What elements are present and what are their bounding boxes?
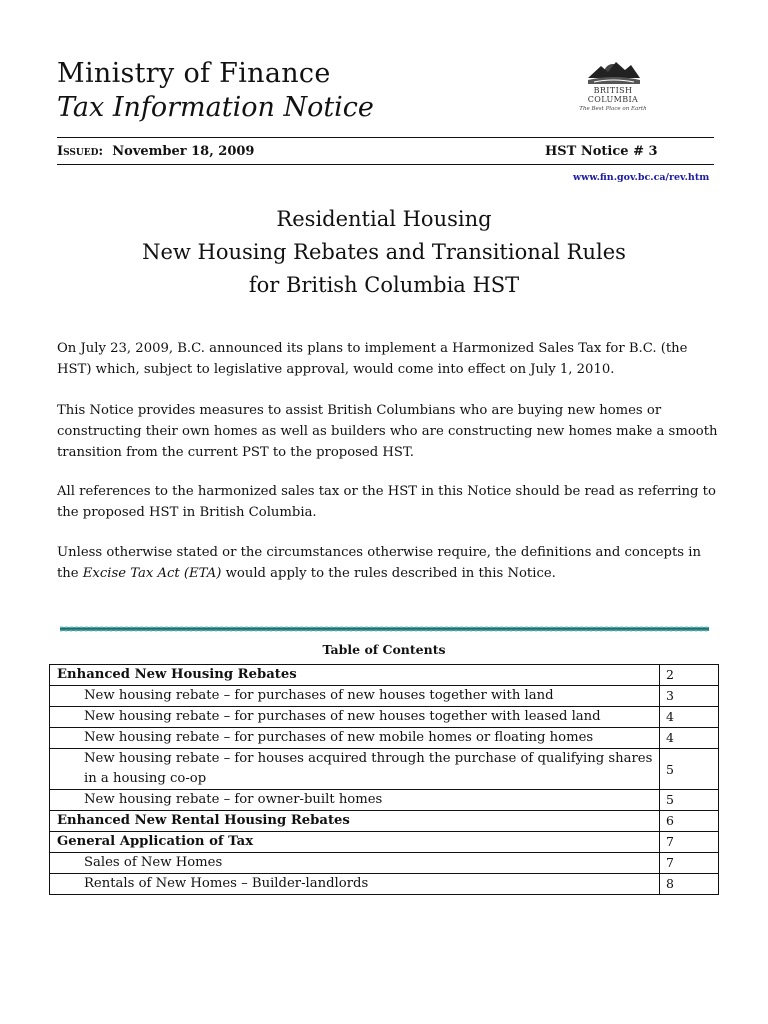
bc-logo-icon	[558, 56, 668, 86]
toc-row[interactable]	[50, 874, 719, 895]
toc-page-number: 7	[660, 832, 719, 853]
toc-entry-label[interactable]: Sales of New Homes	[50, 853, 660, 874]
toc-row[interactable]	[50, 790, 719, 811]
toc-row[interactable]	[50, 686, 719, 707]
toc-entry-label[interactable]: Enhanced New Housing Rebates	[50, 665, 660, 686]
references-paragraph: All references to the harmonized sales tax or the HST in this Notice should be read as referring to the proposed HST in British Columbia.	[57, 484, 716, 520]
definitions-text-before: Unless otherwise stated or the circumstances otherwise require, the definitions and concepts in the	[57, 545, 701, 581]
toc-row[interactable]	[50, 811, 719, 832]
toc-row[interactable]	[50, 707, 719, 728]
toc-page-number: 4	[660, 728, 719, 749]
toc-page-number: 6	[660, 811, 719, 832]
logo-line-1: BRITISH	[593, 86, 633, 95]
issued-date: November 18, 2009	[112, 144, 255, 159]
definitions-text-after: would apply to the rules described in this Notice.	[221, 566, 556, 581]
doc-heading-line-2: New Housing Rebates and Transitional Rules	[142, 240, 626, 264]
toc-entry-label[interactable]: New housing rebate – for purchases of new houses together with leased land	[50, 707, 660, 728]
toc-table	[49, 664, 719, 895]
intro-paragraph: On July 23, 2009, B.C. announced its plans to implement a Harmonized Sales Tax for B.C. (the HST) which, subject to legislative approval, would come into effect on July 1, 2010.	[57, 341, 688, 377]
toc-entry-label-line-1: New housing rebate – for houses acquired through the purchase of qualifying shares	[84, 751, 653, 766]
eta-reference: Excise Tax Act (ETA)	[82, 566, 222, 581]
toc-page-number: 5	[660, 749, 719, 790]
toc-row[interactable]	[50, 728, 719, 749]
toc-entry-label[interactable]: New housing rebate – for purchases of new houses together with land	[50, 686, 660, 707]
toc-entry-label[interactable]: New housing rebate – for purchases of new mobile homes or floating homes	[50, 728, 660, 749]
header-rule-top	[57, 137, 714, 138]
toc-page-number: 7	[660, 853, 719, 874]
doc-heading-line-1: Residential Housing	[276, 207, 492, 231]
purpose-paragraph: This Notice provides measures to assist British Columbians who are buying new homes or constructing their own homes as well as builders who are constructing new homes make a smooth transition from the current PST to the proposed HST.	[57, 403, 718, 460]
toc-entry-label[interactable]: Enhanced New Rental Housing Rebates	[50, 811, 660, 832]
toc-entry-label[interactable]	[50, 749, 660, 790]
notice-number: HST Notice # 3	[545, 144, 658, 159]
logo-line-2: COLUMBIA	[587, 95, 639, 104]
toc-title: Table of Contents	[322, 642, 446, 657]
toc-page-number: 8	[660, 874, 719, 895]
toc-row[interactable]	[50, 749, 719, 790]
toc-row[interactable]	[50, 832, 719, 853]
ministry-title: Ministry of Finance	[57, 58, 331, 89]
toc-page-number: 5	[660, 790, 719, 811]
toc-entry-label[interactable]: New housing rebate – for owner-built homes	[50, 790, 660, 811]
toc-entry-label-line-2: in a housing co-op	[84, 771, 207, 786]
toc-page-number: 4	[660, 707, 719, 728]
logo-tagline: The Best Place on Earth	[579, 106, 647, 112]
issued-label: Issued:	[57, 144, 104, 159]
toc-page-number: 2	[660, 665, 719, 686]
doc-heading-line-3: for British Columbia HST	[248, 273, 520, 297]
decorative-divider	[60, 626, 709, 632]
toc-entry-label[interactable]: General Application of Tax	[50, 832, 660, 853]
revenue-link[interactable]: www.fin.gov.bc.ca/rev.htm	[573, 172, 710, 183]
definitions-paragraph	[57, 542, 719, 584]
toc-row[interactable]	[50, 853, 719, 874]
notice-type-title: Tax Information Notice	[57, 92, 374, 123]
toc-page-number: 3	[660, 686, 719, 707]
header-rule-bottom	[57, 164, 714, 165]
bc-logo	[558, 56, 668, 120]
toc-row[interactable]	[50, 665, 719, 686]
toc-entry-label[interactable]: Rentals of New Homes – Builder-landlords	[50, 874, 660, 895]
issued-line	[57, 144, 254, 159]
